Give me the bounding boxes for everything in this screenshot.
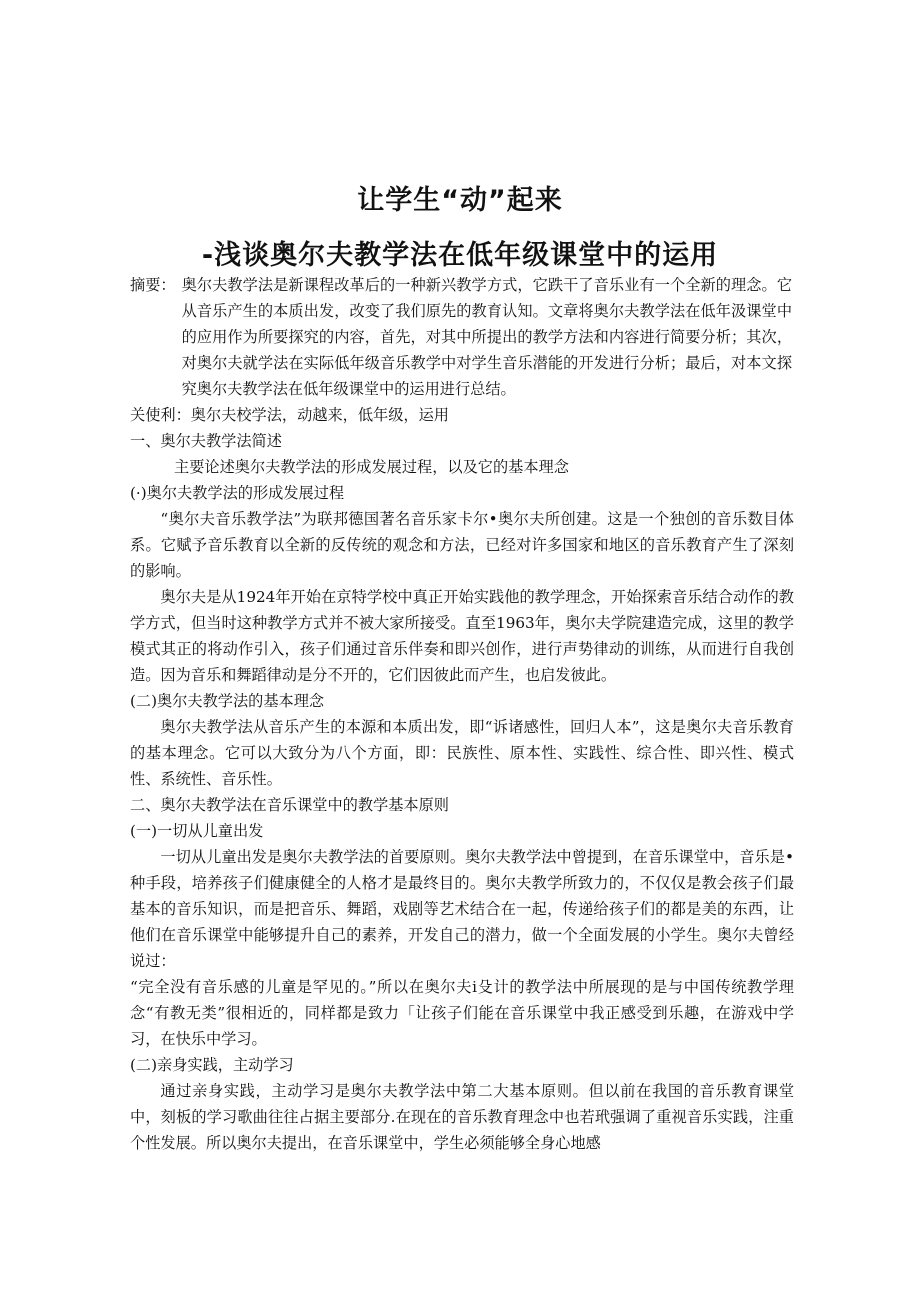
document-body — [130, 272, 794, 1156]
section-1-1-heading: (·)奥尔夫教学法的形成发展过程 — [130, 484, 345, 502]
section-2-2-heading: (二)亲身实践，主动学习 — [130, 1056, 294, 1074]
section-1-intro: 主要论述奥尔夫教学法的形成发展过程，以及它的基本理念 — [174, 458, 569, 476]
document-subtitle: -浅谈奥尔夫教学法在低年级课堂中的运用 — [201, 240, 719, 271]
section-1-1-paragraph-2: 奥尔夫是从1924年开始在京特学校中真正开始实践他的教学理念，开始探索音乐结合动作的教学方式，但当时这种教学方式并不被大家所接受。直至1963年，奥尔夫学院建造完成，这里的教学模式其正的将动作引入，孩子们通过音乐伴奏和即兴创作，进行声势律动的训练，从而进行自我创造。因为音乐和舞蹈律动是分不开的，它们因彼此而产生，也启发彼此。 — [130, 588, 794, 684]
abstract-label: 摘要： — [130, 276, 176, 294]
abstract-text: 奥尔夫教学法是新课程改革后的一种新兴教学方式，它跌干了音乐业有一个全新的理念。它从音乐产生的本质出发，改变了我们原先的教育认知。文章将奥尔夫教学法在低年汲课堂中的应用作为所要探究的内容，首先，对其中所提出的教学方法和内容进行简要分析；其次，对奥尔夫就学法在实际低年级音乐教学中对学生音乐潜能的开发进行分析；最后，对本文探究奥尔夫教学法在低年级课堂中的运用进行总结。 — [181, 276, 792, 398]
abstract-block — [130, 272, 794, 402]
section-2-1-paragraph-2: “完全没有音乐感的儿童是罕见的。”所以在奥尔夫i殳计的教学法中所展现的是与中国传统教学理念“有教无类”很相近的，同样都是致力「让孩子们能在音乐课堂中我正感受到乐趣，在游戏中学习，在快乐中学习。 — [130, 978, 794, 1048]
section-1-heading: 一、奥尔夫教学法简述 — [130, 432, 282, 450]
section-2-1-paragraph-1: 一切从儿童出发是奥尔夫教学法的首要原则。奥尔夫教学法中曾提到，在音乐课堂中，音乐是•种手段，培养孩子们健康健全的人格才是最终目的。奥尔夫教学所致力的，不仅仅是教会孩子们最基本的音乐知识，而是把音乐、舞蹈，戏剧等艺术结合在一起，传递给孩子们的都是美的东西，让他们在音乐课堂中能够提升自己的素养，开发自己的潜力，做一个全面发展的小学生。奥尔夫曾经说过： — [130, 848, 794, 970]
document-title: 让学生“动”起来 — [357, 185, 563, 216]
section-2-1-heading: (一)一切从儿童出发 — [130, 822, 264, 840]
section-1-1-paragraph-1: “奥尔夫音乐教学法”为联邦德国著名音乐家卡尔•奥尔夫所创建。这是一个独创的音乐数目体系。它赋予音乐教育以全新的反传统的观念和方法，已经对许多国家和地区的音乐教育产生了深刻的影响。 — [130, 510, 794, 580]
section-2-heading: 二、奥尔夫教学法在音乐课堂中的教学基本原则 — [130, 796, 449, 814]
section-1-2-heading: (二)奥尔夫教学法的基本理念 — [130, 692, 325, 710]
section-1-2-paragraph-1: 奥尔夫教学法从音乐产生的本源和本质出发，即“诉诸感性，回归人本”，这是奥尔夫音乐教育的基本理念。它可以大致分为八个方面，即：民族性、原本性、实践性、综合性、即兴性、模式性、系统性、音乐性。 — [130, 718, 794, 788]
keywords-line: 关使利：奥尔夫校学法，动越来，低年级，运用 — [130, 406, 449, 424]
section-2-2-paragraph-1: 通过亲身实践，主动学习是奥尔夫教学法中第二大基本原则。但以前在我国的音乐教育课堂中，刻板的学习歌曲往往占据主要部分.在现在的音乐教育理念中也若玳强调了重视音乐实践，注重个性发展。所以奥尔夫提出，在音乐课堂中，学生必须能够全身心地感 — [130, 1082, 794, 1152]
